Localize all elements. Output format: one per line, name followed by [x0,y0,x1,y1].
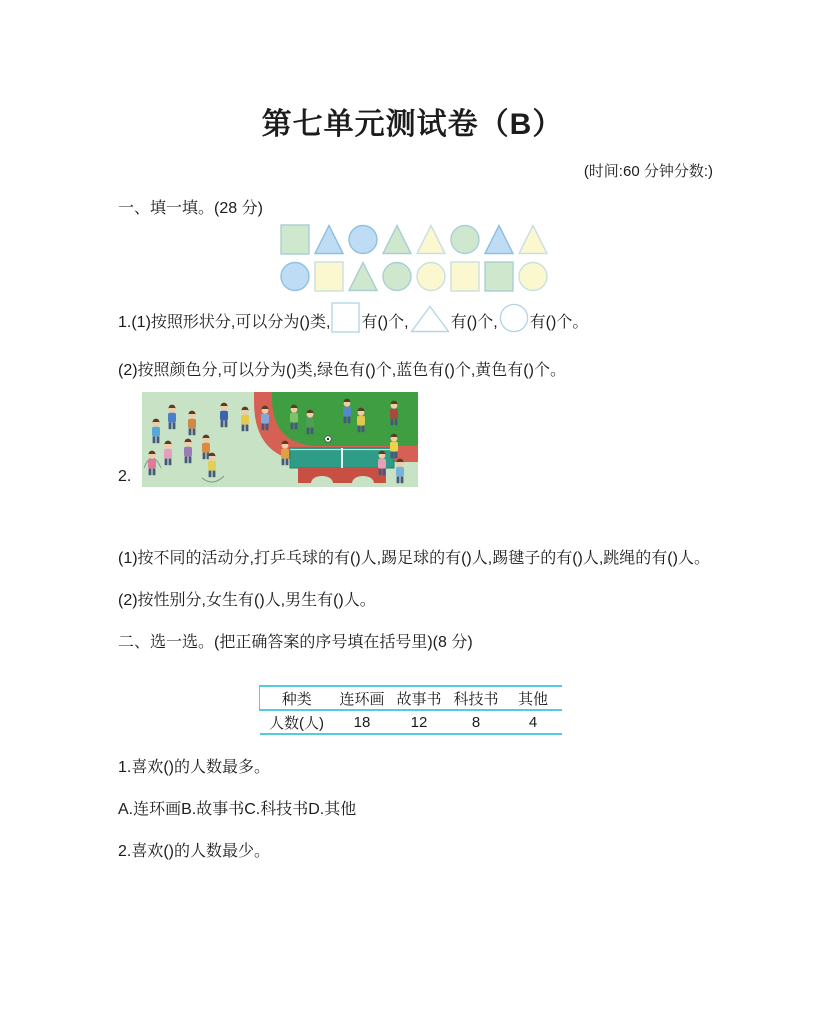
section-two-q1: 1.喜欢()的人数最多。 [118,759,271,776]
shape-square-yellow [314,261,344,292]
shape-circle-yellow [416,261,446,292]
question-2-number: 2. [118,468,132,485]
shape-circle-blue [348,224,378,255]
page-title: 第七单元测试卷（B） [261,108,564,141]
question-1-1 [118,300,588,346]
q1-1-after-square: 有()个, [361,314,409,331]
shapes-figure [280,224,548,298]
blank-square-icon [331,302,360,333]
time-score-note: (时间:60 分钟分数:) [583,163,713,180]
shape-square-green [280,224,310,255]
shape-triangle-blue [314,224,344,255]
value-science-book: 8 [471,713,481,731]
book-statistics-table [259,685,562,735]
blank-circle-icon [499,303,529,333]
header-story-book: 故事书 [391,686,448,710]
shape-triangle-yellow [416,224,446,255]
shape-circle-yellow [518,261,548,292]
value-other: 4 [528,713,538,731]
value-picture-book: 18 [353,713,371,731]
shape-triangle-green [382,224,412,255]
value-story-book: 12 [410,713,428,731]
shape-triangle-yellow [518,224,548,255]
shape-circle-green [382,261,412,292]
table-header-row [260,686,562,710]
row-label-people-count: 人数(人) [269,714,324,732]
blank-triangle-icon [410,305,450,333]
question-2-1: (1)按不同的活动分,打乒乓球的有()人,踢足球的有()人,踢毽子的有()人,跳绳的有()人。 [118,550,710,567]
table-data-row [260,710,562,734]
header-picture-book: 连环画 [334,686,391,710]
shape-circle-blue [280,261,310,292]
header-science-book: 科技书 [448,686,505,710]
shape-triangle-green [348,261,378,292]
section-two-q1-options: A.连环画B.故事书C.科技书D.其他 [118,801,357,818]
question-1-2: (2)按照颜色分,可以分为()类,绿色有()个,蓝色有()个,黄色有()个。 [118,362,566,379]
question-2-2: (2)按性别分,女生有()人,男生有()人。 [118,592,376,609]
q1-1-after-triangle: 有()个, [450,314,498,331]
shape-square-green [484,261,514,292]
playground-illustration [142,392,418,487]
shape-triangle-blue [484,224,514,255]
header-other: 其他 [505,686,562,710]
section-one-heading: 一、填一填。(28 分) [118,200,263,217]
section-two-heading: 二、选一选。(把正确答案的序号填在括号里)(8 分) [118,634,473,651]
q1-1-prefix: 1.(1)按照形状分,可以分为()类, [118,314,331,331]
shape-square-yellow [450,261,480,292]
shape-circle-green [450,224,480,255]
header-kind: 种类 [260,686,334,710]
q1-1-after-circle: 有()个。 [529,314,589,331]
section-two-q2: 2.喜欢()的人数最少。 [118,843,271,860]
